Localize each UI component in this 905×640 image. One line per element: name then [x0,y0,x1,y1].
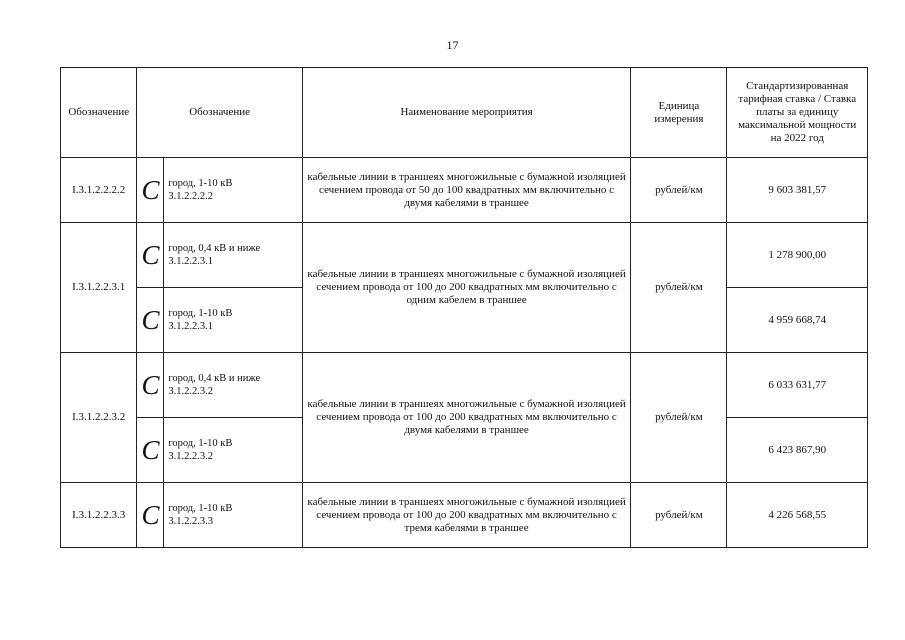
table-row [61,353,868,418]
unit: рублей/км [631,223,727,353]
row-code: I.3.1.2.2.3.3 [61,483,137,548]
c-mark: C [137,418,164,483]
designation-cell [164,288,302,353]
header-event-name: Наименование мероприятия [302,68,631,158]
table-row [61,483,868,548]
designation-cell [164,483,302,548]
row-code: I.3.1.2.2.3.2 [61,353,137,483]
tariff-table [60,67,868,548]
row-code: I.3.1.2.2.3.1 [61,223,137,353]
c-mark: C [137,158,164,223]
designation-cell [164,418,302,483]
designation-code: 3.1.2.2.3.3 [168,516,213,527]
event-name: кабельные линии в траншеях многожильные с бумажной изоляцией сечением провода от 100 до 200 квадратных мм включительно с двумя кабелями в траншее [302,353,631,483]
designation-cell [164,353,302,418]
designation-code: 3.1.2.2.3.2 [168,451,213,462]
rate: 1 278 900,00 [727,223,868,288]
header-designation-2: Обозначение [137,68,302,158]
page-number: 17 [446,38,459,52]
header-rate: Стандартизированная тарифная ставка / Ставка платы за единицу максимальной мощности на 2022 год [727,68,868,158]
c-mark: C [137,353,164,418]
unit: рублей/км [631,483,727,548]
table-header-row [61,68,868,158]
rate: 6 033 631,77 [727,353,868,418]
designation-text: город, 1-10 кВ [168,503,233,514]
designation-cell [164,223,302,288]
rate: 6 423 867,90 [727,418,868,483]
unit: рублей/км [631,353,727,483]
c-mark: C [137,288,164,353]
event-name: кабельные линии в траншеях многожильные с бумажной изоляцией сечением провода от 100 до 200 квадратных мм включительно с одним кабелем в траншее [302,223,631,353]
c-mark: C [137,223,164,288]
rate: 9 603 381,57 [727,158,868,223]
designation-text: город, 0,4 кВ и ниже [168,243,261,254]
designation-text: город, 0,4 кВ и ниже [168,373,261,384]
designation-cell [164,158,302,223]
table-row [61,223,868,288]
unit: рублей/км [631,158,727,223]
header-unit: Единица измерения [631,68,727,158]
designation-text: город, 1-10 кВ [168,438,233,449]
designation-text: город, 1-10 кВ [168,308,233,319]
rate: 4 226 568,55 [727,483,868,548]
table-row [61,158,868,223]
event-name: кабельные линии в траншеях многожильные с бумажной изоляцией сечением провода от 50 до 100 квадратных мм включительно с двумя кабелями в траншее [302,158,631,223]
event-name: кабельные линии в траншеях многожильные с бумажной изоляцией сечением провода от 100 до 200 квадратных мм включительно с тремя кабелями в траншее [302,483,631,548]
designation-code: 3.1.2.2.2.2 [168,191,213,202]
designation-text: город, 1-10 кВ [168,178,233,189]
designation-code: 3.1.2.2.3.2 [168,386,213,397]
header-designation-1: Обозначение [61,68,137,158]
rate: 4 959 668,74 [727,288,868,353]
designation-code: 3.1.2.2.3.1 [168,256,213,267]
row-code: I.3.1.2.2.2.2 [61,158,137,223]
designation-code: 3.1.2.2.3.1 [168,321,213,332]
c-mark: C [137,483,164,548]
